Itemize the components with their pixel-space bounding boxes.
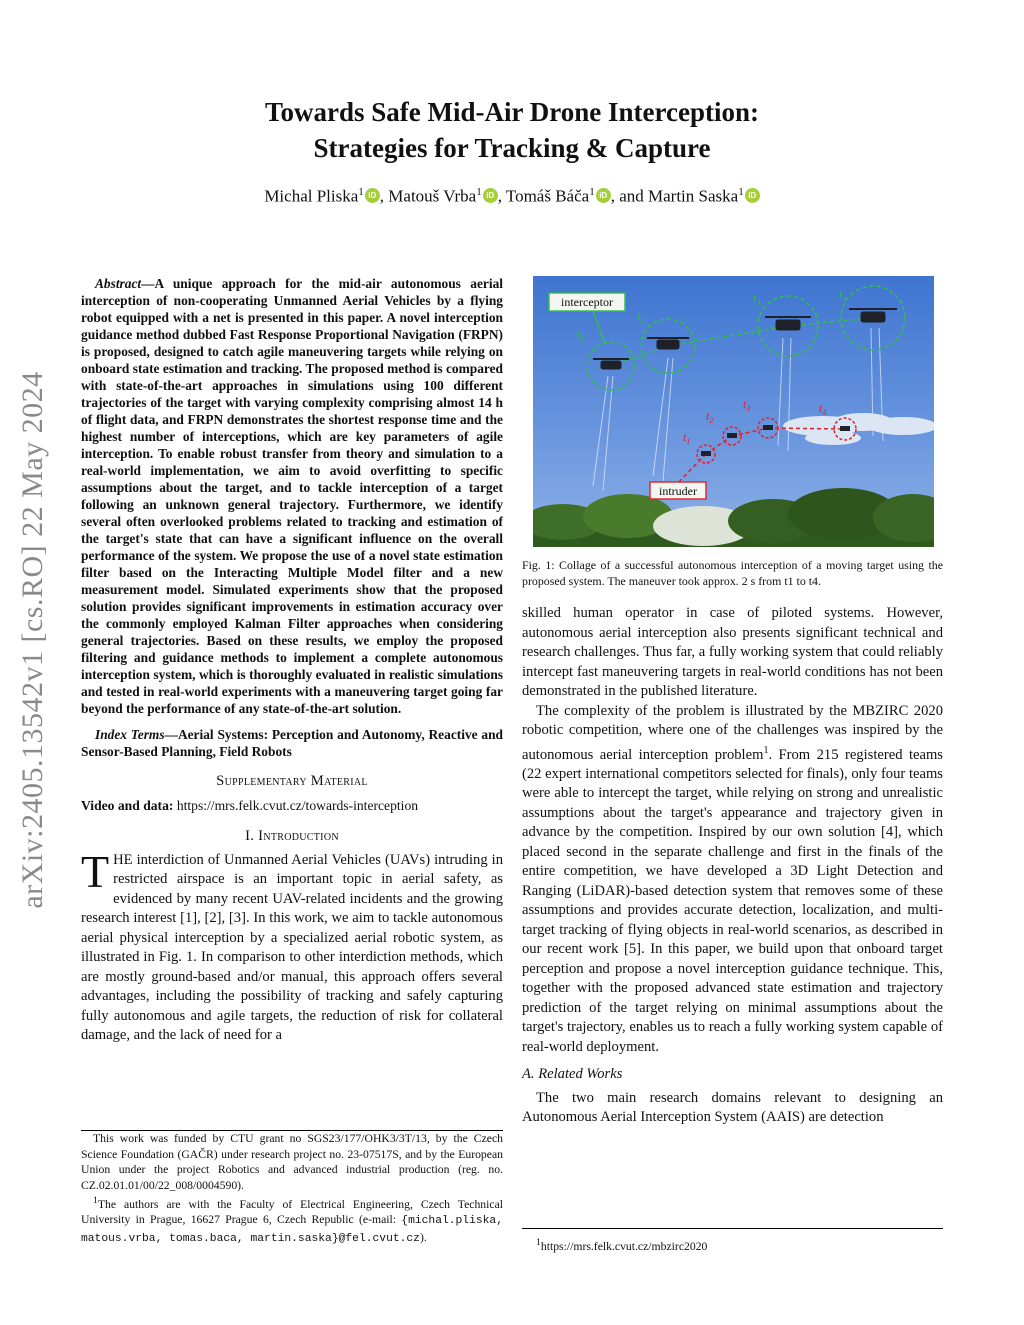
intruder-drone-icon	[763, 425, 773, 430]
intro-paragraph	[81, 845, 503, 1046]
arxiv-sidebar-stamp	[12, 330, 54, 950]
supp-heading: Supplementary Material	[216, 773, 368, 789]
time-label-t1: $t_1$	[577, 327, 585, 343]
time-label-t2: $t_2$	[637, 309, 645, 325]
author-separator: , and	[610, 186, 648, 206]
author-affil: 1	[358, 186, 364, 198]
right-footnote	[522, 1228, 943, 1253]
index-terms-text: —Aerial Systems: Perception and Autonomy, Reactive and Sensor-Based Planning, Field Robots	[81, 727, 503, 759]
author-name: Tomáš Báča	[505, 186, 590, 206]
time-label-t3: $t_3$	[743, 397, 751, 413]
affiliation-footnote	[81, 1193, 503, 1247]
author-name: Matouš Vrba	[388, 186, 477, 206]
time-label-t3: $t_3$	[753, 291, 761, 307]
title-line-2: Strategies for Tracking & Capture	[313, 133, 711, 163]
abstract	[81, 275, 503, 717]
author-affil: 1	[738, 186, 744, 198]
affil-end: ).	[419, 1230, 427, 1244]
author-separator: ,	[497, 186, 506, 206]
time-label-t4: $t_4$	[819, 401, 827, 417]
author-separator: ,	[379, 186, 389, 206]
right-p2-part-b: . From 215 registered teams (22 expert international competitors selected for finals), only four teams were able to intercept the target, while relying on strong and unrealistic assumptions about the target's appearance and trajectory given in advance by the competition. Inspired by our own solution [4], which placed second in the separate challenge and first in the finals of the entire competition, we have developed a 3D Light Detection and Ranging (LiDAR)-based detection system that removes some of these assumptions and provides accurate detection, localization, and multi-target tracking of flying objects in real-world scenarios, as described in our recent work [5]. In this paper, we build upon that onboard target perception and propose a novel interception guidance technique. This, together with the proposed advanced state estimation and trajectory prediction of the target relying on minimal assumptions about the target's trajectory, enables us to reach a fully working system capable of real-world deployment.	[522, 746, 943, 1055]
footnote-ref[interactable]: 1	[763, 744, 769, 756]
intro-text: HE interdiction of Unmanned Aerial Vehicles (UAVs) intruding in restricted airspace is an important topic in aerial safety, as evidenced by many recent UAV-related incidents and the growing research interest [1], [2], [3]. In this work, we aim to tackle autonomous aerial physical interception by a specialized aerial robotic system, as illustrated in Fig. 1. In comparison to other interdiction methods, which are mostly ground-based and/or manual, this approach offers several advantages, including the possibility of tracking and safely capturing fully autonomous and agile targets, the reduction of risk for collateral damage, and the lack of need for a	[81, 851, 503, 1043]
time-label-t1: $t_1$	[683, 430, 691, 446]
figure-1-photo-collage	[533, 276, 934, 547]
abstract-text: —A unique approach for the mid-air autonomous aerial interception of non-cooperating Unmanned Aerial Vehicles by a flying robot equipped with a net is presented in this paper. A novel interception guidance method dubbed Fast Response Proportional Navigation (FRPN) is proposed, designed to catch agile maneuvering targets while relying on onboard state estimation and tracking. The proposed method is compared with state-of-the-art approaches in simulations using 100 different trajectories of the target with varying complexity comprising almost 14 h of flight data, and FRPN demonstrates the shortest response time and the highest number of interceptions, which are key parameters of agile interception. To enable robust transfer from theory and simulation to a real-world implementation, we aim to avoid overfitting to specific assumptions about the target, and to tackle interception of a target following an unknown general trajectory. Furthermore, we identify several often overlooked problems related to tracking and estimation of the target's state that can have a significant influence on the overall performance of the system. We propose the use of a novel state estimation filter based on the Interacting Multiple Model filter and a new measurement model. Simulated experiments show that the proposed solution provides significant improvements in estimation accuracy over the commonly employed Kalman Filter approaches when considering general trajectories. Based on these results, we employ the proposed filtering and guidance methods to implement a complete autonomous interception system, which is thoroughly evaluated in realistic simulations and tested in real-world experiments with a maneuvering target going far beyond the performance of any state-of-the-art solution.	[81, 276, 503, 716]
right-column	[522, 604, 943, 1128]
author-list	[0, 186, 1024, 207]
intruder-label: intruder	[659, 484, 697, 498]
time-label-t2: $t_2$	[706, 409, 714, 425]
paper-title	[0, 94, 1024, 166]
intruder-label-box	[650, 482, 706, 499]
intro-heading: I. Introduction	[245, 828, 339, 844]
abstract-label: Abstract	[95, 276, 142, 291]
author-affil: 1	[476, 186, 482, 198]
related-works-heading: A. Related Works	[522, 1066, 623, 1083]
right-paragraph-2	[522, 702, 943, 1058]
right-footnote-mark: 1	[536, 1237, 541, 1248]
left-column	[81, 275, 503, 1046]
email-list[interactable]: {michal.pliska, matous.vrba, tomas.baca, martin.saska}@fel.cvut.cz	[81, 1215, 503, 1245]
orcid-icon[interactable]: iD	[596, 188, 611, 203]
supp-link[interactable]: https://mrs.felk.cvut.cz/towards-interception	[176, 797, 419, 813]
orcid-icon[interactable]: iD	[365, 188, 380, 203]
supp-label: Video and data:	[81, 797, 174, 813]
interceptor-label: interceptor	[561, 295, 613, 309]
orcid-icon[interactable]: iD	[745, 188, 760, 203]
author-name: Michal Pliska	[264, 186, 359, 206]
intruder-drone-icon	[701, 451, 711, 456]
orcid-icon[interactable]: iD	[483, 188, 498, 203]
affil-text: The authors are with the Faculty of Electrical Engineering, Czech Technical University in Prague, 16627 Prague 6, Czech Republic (e-mail:	[81, 1197, 503, 1227]
author-name: Martin Saska	[648, 186, 739, 206]
index-terms-label: Index Terms	[95, 727, 165, 742]
index-terms	[81, 726, 503, 760]
title-line-1: Towards Safe Mid-Air Drone Interception:	[265, 97, 759, 127]
affil-mark: 1	[93, 1195, 98, 1206]
supp-line	[81, 796, 503, 816]
right-footnote-url[interactable]: https://mrs.felk.cvut.cz/mbzirc2020	[540, 1239, 708, 1253]
intro-dropcap: T	[81, 845, 110, 897]
right-paragraph-1: skilled human operator in case of piloted systems. However, autonomous aerial interception also presents significant technical and research challenges. Thus far, a fully working system that could reliably intercept fast maneuvering targets in real-world conditions has not been demonstrated in the published literature.	[522, 605, 943, 699]
time-label-t4: $t_4$	[839, 287, 847, 303]
intruder-drone-icon	[727, 433, 737, 438]
intruder-drone-icon	[840, 426, 850, 431]
left-footnotes	[81, 1130, 503, 1247]
figure-caption: Fig. 1: Collage of a successful autonomous interception of a moving target using the proposed system. The maneuver took approx. 2 s from t1 to t4.	[522, 558, 943, 588]
author-affil: 1	[589, 186, 595, 198]
funding-footnote: This work was funded by CTU grant no SGS23/177/OHK3/3T/13, by the Czech Science Foundation (GAČR) under research project no. 23-07517S, and by the European Union under the project Robotics and advanced industrial production (reg. no. CZ.02.01.01/00/22_008/0004590).	[81, 1132, 503, 1192]
right-p2-part-a: The complexity of the problem is illustrated by the MBZIRC 2020 robotic competition, where one of the challenges was inspired by the autonomous aerial interception problem	[522, 702, 943, 763]
right-paragraph-3: The two main research domains relevant to designing an Autonomous Aerial Interception System (AAIS) are detection	[522, 1089, 943, 1126]
arxiv-id: arXiv:2405.13542v1 [cs.RO] 22 May 2024	[16, 371, 49, 909]
